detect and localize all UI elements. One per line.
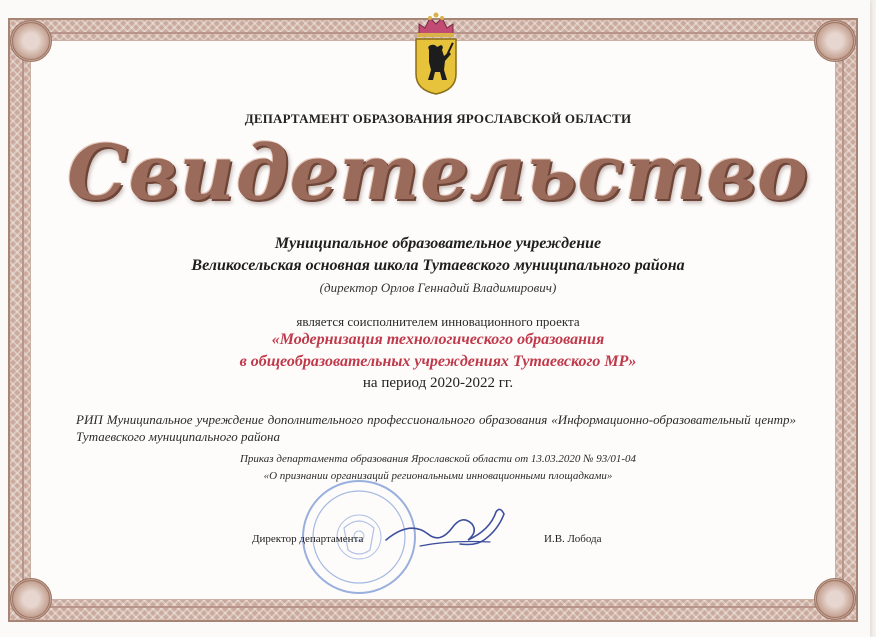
frame-corner-ornament: [10, 20, 52, 62]
institution-line-1: Муниципальное образовательное учреждение: [274, 235, 602, 252]
rip-description: РИП Муниципальное учреждение дополнительного профессионального образования «Информационно-образовательный центр» Тутаевского муниципального района: [76, 412, 796, 444]
project-period: на период 2020-2022 гг.: [362, 375, 514, 391]
handwritten-signature-icon: [380, 500, 520, 560]
frame-corner-ornament: [10, 578, 52, 620]
project-intro: является соисполнителем инновационного проекта: [296, 314, 580, 329]
order-title: «О признании организаций региональными инновационными площадками»: [263, 470, 613, 482]
certificate-title: Свидетельство: [67, 128, 809, 217]
director-line: (директор Орлов Геннадий Владимирович): [319, 280, 557, 295]
signer-role: Директор департамента: [252, 533, 364, 545]
department-heading: ДЕПАРТАМЕНТ ОБРАЗОВАНИЯ ЯРОСЛАВСКОЙ ОБЛАСТИ: [244, 111, 632, 126]
order-reference: Приказ департамента образования Ярославской области от 13.03.2020 № 93/01-04: [239, 453, 637, 465]
frame-corner-ornament: [814, 20, 856, 62]
institution-line-2: Великосельская основная школа Тутаевского муниципального района: [191, 257, 685, 274]
frame-corner-ornament: [814, 578, 856, 620]
project-title-line-2: в общеобразовательных учреждениях Тутаевского МР»: [239, 353, 637, 370]
project-title-line-1: «Модернизация технологического образования: [271, 331, 605, 348]
yaroslavl-coat-of-arms-icon: [411, 12, 461, 96]
signer-name: И.В. Лобода: [544, 533, 602, 545]
